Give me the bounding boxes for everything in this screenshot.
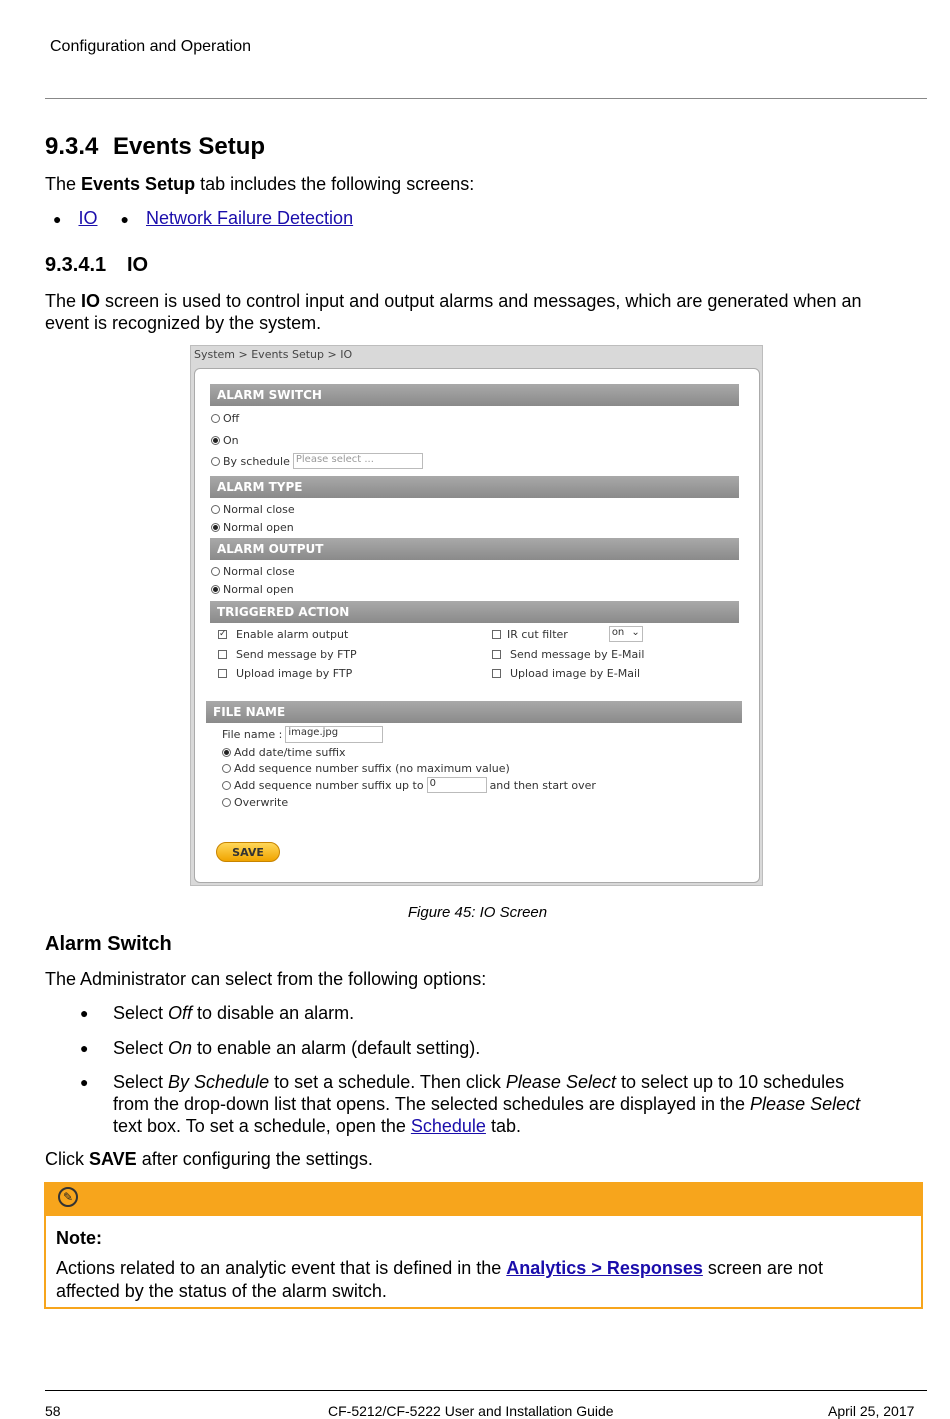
bullet-text: text box. To set a schedule, open the: [113, 1116, 411, 1136]
click-text: after configuring the settings.: [136, 1149, 373, 1169]
radio-label: Add sequence number suffix up to: [234, 778, 424, 792]
save-button[interactable]: SAVE: [216, 842, 280, 862]
file-name-bar: FILE NAME: [206, 701, 742, 723]
checkbox-label: Send message by FTP: [236, 648, 357, 661]
header-rule: [45, 98, 927, 99]
document-title: CF-5212/CF-5222 User and Installation Guide: [328, 1403, 614, 1419]
radio-label: Add date/time suffix: [234, 746, 346, 759]
triggered-action-bar: TRIGGERED ACTION: [210, 601, 739, 623]
radio-icon: [211, 414, 220, 423]
desc-text-line1: screen is used to control input and output alarms and messages, which are generated when an: [100, 291, 862, 311]
bullet-off: [113, 1002, 913, 1024]
file-name-input[interactable]: image.jpg: [285, 726, 383, 743]
io-description: [45, 290, 925, 334]
radio-selected-icon: [211, 436, 220, 445]
section-heading: [45, 133, 265, 161]
page-number: 58: [45, 1403, 61, 1419]
intro-text: The: [45, 174, 82, 194]
document-date: April 25, 2017: [828, 1403, 915, 1419]
radio-icon: [211, 457, 220, 466]
note-text-part: screen are not: [702, 1258, 823, 1278]
radio-label: Normal open: [223, 583, 294, 596]
section-intro: [45, 173, 925, 195]
check-upload-image-ftp[interactable]: [218, 667, 352, 680]
click-bold: SAVE: [89, 1149, 137, 1169]
bullet-em: Off: [168, 1003, 193, 1023]
checkbox-label: Send message by E-Mail: [510, 648, 645, 661]
radio-label: By schedule: [223, 454, 290, 468]
check-enable-alarm-output[interactable]: [218, 628, 348, 641]
radio-label: Normal close: [223, 565, 295, 578]
radio-type-normal-open[interactable]: [211, 521, 294, 534]
bullet: ●: [80, 1005, 89, 1021]
radio-type-normal-close[interactable]: [211, 503, 295, 516]
note-text-line2: affected by the status of the alarm switch.: [56, 1281, 387, 1301]
bullet-text: tab.: [485, 1116, 521, 1136]
section-title: Events Setup: [113, 133, 266, 160]
bullet-text: to set a schedule. Then click: [269, 1072, 506, 1092]
desc-bold: IO: [81, 291, 101, 311]
radio-icon: [211, 567, 220, 576]
link-network-failure-detection[interactable]: Network Failure Detection: [146, 208, 354, 228]
bullet-text: from the drop-down list that opens. The selected schedules are displayed in the: [113, 1094, 751, 1114]
bullet-text: to select up to 10 schedules: [615, 1072, 845, 1092]
radio-output-normal-open[interactable]: [211, 583, 294, 596]
figure-caption: Figure 45: IO Screen: [407, 904, 548, 921]
link-io[interactable]: IO: [78, 208, 98, 228]
seq-max-input[interactable]: 0: [427, 777, 487, 793]
checkbox-icon: [492, 669, 501, 678]
bullet-on: [113, 1037, 913, 1059]
bullet: ●: [80, 1074, 89, 1090]
note-text: [56, 1257, 916, 1303]
check-ir-cut-filter[interactable]: [492, 626, 643, 642]
radio-by-schedule[interactable]: [211, 453, 423, 469]
ir-cut-select[interactable]: [609, 626, 643, 642]
checkbox-label: Upload image by FTP: [236, 667, 353, 680]
radio-output-normal-close[interactable]: [211, 565, 295, 578]
bullet-em: Please Select: [750, 1094, 861, 1114]
radio-date-time-suffix[interactable]: [222, 746, 346, 759]
desc-text: The: [45, 291, 82, 311]
click-save-text: [45, 1148, 925, 1170]
seq-after-label: and then start over: [489, 778, 596, 792]
check-send-message-email[interactable]: [492, 648, 644, 661]
alarm-switch-heading: Alarm Switch: [45, 933, 172, 955]
bullet: ●: [53, 211, 62, 227]
radio-label: Normal close: [223, 503, 295, 516]
bullet-text: to disable an alarm.: [192, 1003, 355, 1023]
radio-selected-icon: [222, 748, 231, 757]
radio-icon: [222, 781, 231, 790]
note-text-part: Actions related to an analytic event that is defined in the: [56, 1258, 507, 1278]
bullet-by-schedule: [113, 1071, 913, 1137]
alarm-switch-intro: The Administrator can select from the following options:: [45, 969, 487, 989]
schedule-select-input[interactable]: Please select ...: [293, 453, 423, 469]
bullet-em: Please Select: [505, 1072, 616, 1092]
bullet-text: Select: [113, 1038, 169, 1058]
settings-panel: [194, 368, 760, 883]
section-number: 9.3.4: [45, 133, 99, 160]
note-box: [44, 1182, 923, 1309]
radio-icon: [222, 798, 231, 807]
breadcrumb: System > Events Setup > IO: [194, 348, 353, 361]
bullet-text: to enable an alarm (default setting).: [192, 1038, 481, 1058]
file-name-label: File name :: [222, 728, 283, 741]
bullet-em: By Schedule: [168, 1072, 270, 1092]
radio-label: Off: [223, 412, 240, 425]
alarm-type-bar: ALARM TYPE: [210, 476, 739, 498]
checkbox-icon: [492, 650, 501, 659]
checkbox-checked-icon: ✓: [219, 629, 227, 639]
checkbox-label: IR cut filter: [507, 627, 568, 641]
chevron-down-icon: ⌄: [631, 627, 640, 638]
radio-selected-icon: [211, 585, 220, 594]
check-upload-image-email[interactable]: [492, 667, 640, 680]
radio-overwrite[interactable]: [222, 796, 288, 809]
radio-label: Overwrite: [234, 796, 289, 809]
checkbox-icon: [218, 650, 227, 659]
screen-links: [53, 208, 353, 229]
alarm-switch-bar: ALARM SWITCH: [210, 384, 739, 406]
click-text: Click: [45, 1149, 89, 1169]
running-header: Configuration and Operation: [50, 38, 252, 55]
bullet-text: Select: [113, 1003, 169, 1023]
bullet-text: Select: [113, 1072, 169, 1092]
desc-text-line2: event is recognized by the system.: [45, 313, 322, 333]
link-analytics-responses[interactable]: Analytics > Responses: [506, 1258, 703, 1278]
radio-off[interactable]: [211, 412, 239, 425]
radio-label: Add sequence number suffix (no maximum value): [234, 762, 510, 775]
ir-select-value: on: [611, 627, 625, 638]
intro-text-end: tab includes the following screens:: [195, 174, 475, 194]
bullet: ●: [80, 1040, 89, 1056]
radio-selected-icon: [211, 523, 220, 532]
check-send-message-ftp[interactable]: [218, 648, 357, 661]
radio-on[interactable]: [211, 434, 239, 447]
note-header-bar: [46, 1184, 921, 1216]
checkbox-label: Upload image by E-Mail: [510, 667, 641, 680]
note-title: Note:: [56, 1228, 102, 1248]
subsection-number: 9.3.4.1: [45, 254, 107, 276]
radio-seq-no-max[interactable]: [222, 762, 510, 775]
checkbox-icon: [218, 669, 227, 678]
intro-bold: Events Setup: [81, 174, 196, 194]
file-name-row: [222, 726, 383, 743]
checkbox-icon: [492, 630, 501, 639]
checkbox-label: Enable alarm output: [236, 628, 349, 641]
subsection-title: IO: [127, 254, 149, 276]
pencil-note-icon: ✎: [58, 1187, 78, 1207]
io-screen-figure: [190, 345, 763, 886]
bullet-em: On: [168, 1038, 193, 1058]
bullet: ●: [120, 211, 129, 227]
radio-label: On: [223, 434, 239, 447]
radio-icon: [222, 764, 231, 773]
alarm-output-bar: ALARM OUTPUT: [210, 538, 739, 560]
subsection-heading: [45, 254, 148, 277]
radio-seq-up-to[interactable]: [222, 777, 596, 793]
radio-icon: [211, 505, 220, 514]
radio-label: Normal open: [223, 521, 294, 534]
footer-rule: [45, 1390, 927, 1391]
link-schedule[interactable]: Schedule: [410, 1116, 486, 1136]
